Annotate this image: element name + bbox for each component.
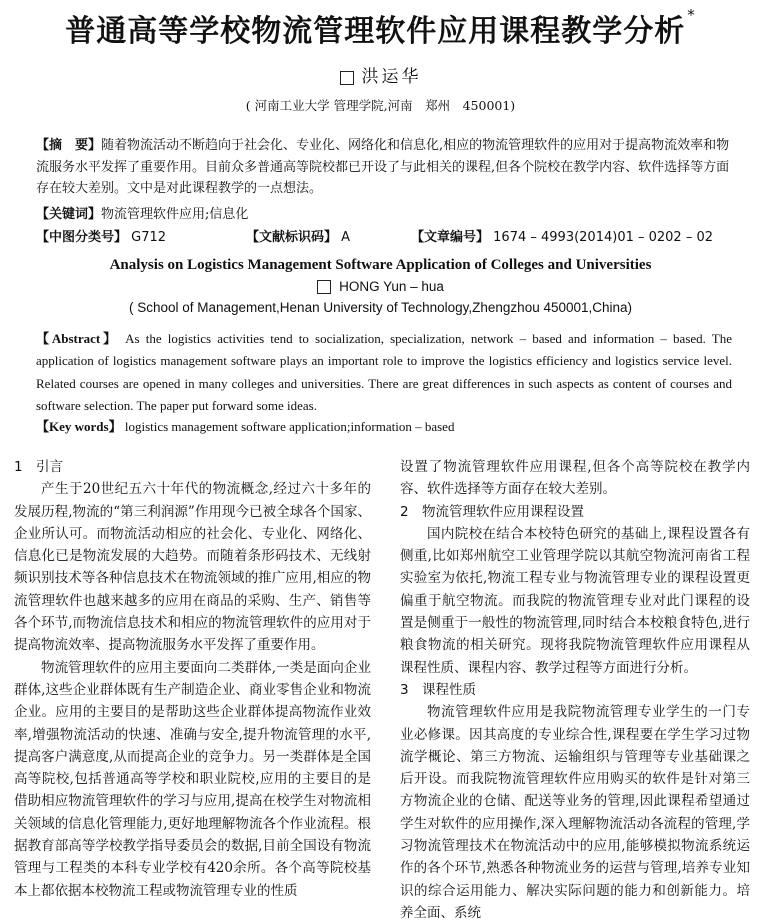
keywords-cn-text: 物流管理软件应用;信息化: [101, 207, 249, 222]
english-abstract-text: As the logistics activities tend to socialization, specialization, network – based and information – based. The application of logistics management software plays an important role to improve the logistics efficiency and logistics service level. Related courses are opened in many colleges and universities. There are great differences in such aspects as content of courses and software selection. The paper put forward some ideas.: [36, 331, 733, 414]
english-keywords-label: 【Key words】: [36, 419, 122, 434]
section1-paragraph-2: 物流管理软件的应用主要面向二类群体,一类是面向企业群体,这些企业群体既有生产制造企业、商业零售企业和物流企业。应用的主要目的是帮助这些企业群体提高物流作业效率,增强物流活动的快速、准确与安全,提升物流管理的水平,提高客户满意度,从而提高企业的竞争力。另一类群体是全国高等院校,包括普通高等学校和职业院校,应用的主要目的是借助相应物流管理软件的学习与应用,提高在校学生对物流相关领域的信息化管理能力,更好地理解物流各个作业流程。根据教育部高等学校教学指导委员会的数据,目前全国设有物流管理与工程类的本科专业学校有420余所。各个高等院校基本上都依据本校物流工程或物流管理专业的性质: [14, 659, 371, 899]
classification-row: [36, 226, 736, 247]
title-footnote-mark: *: [687, 6, 696, 24]
article-number: 【文章编号】 1674 – 4993(2014)01 – 0202 – 02: [411, 230, 714, 245]
section1-paragraph-1: 产生于20世纪五六十年代的物流概念,经过六十多年的发展历程,物流的“第三利润源”作用现今已被全球各个国家、企业所认可。而物流活动相应的社会化、专业化、网络化、信息化已是物流发展的大趋势。而随着条形码技术、无线射频识别技术等各种信息技术在物流领域的推广应用,相应的物流管理软件也越来越多的应用在商品的采购、生产、销售等各个环节,而物流信息技术和相应的物流管理软件的应用对于提高物流效率、提高物流服务水平发挥了重要作用。: [14, 481, 371, 654]
keywords-cn: [36, 204, 736, 226]
abstract-cn-text: 随着物流活动不断趋向于社会化、专业化、网络化和信息化,相应的物流管理软件的应用对于提高物流效率和物流服务水平发挥了重要作用。目前众多普通高等院校都已开设了与此相关的课程,但各个院校在教学内容、软件选择等方面存在较大差别。文中是对此课程教学的一点想法。: [36, 138, 730, 196]
paper-title: 普通高等学校物流管理软件应用课程教学分析 *: [65, 6, 696, 49]
english-author-box-icon: [317, 280, 331, 294]
document-code: 【文献标识码】 A: [246, 230, 351, 245]
author-box-icon: [340, 71, 354, 85]
section-heading-1: 1 引言: [14, 459, 63, 475]
section3-paragraph: 物流管理软件应用是我院物流管理专业学生的一门专业必修课。因其高度的专业综合性,课程要在学生学习过物流学概论、第三方物流、运输组织与管理等专业基础课之后开设。而我院物流管理软件应用购买的软件是针对第三方物流企业的仓储、配送等业务的管理,因此课程希望通过学生对软件的应用操作,深入理解物流活动各流程的管理,学习物流管理技术在物流活动中的应用,能够模拟物流系统运作的各个环节,熟悉各种物流业务的运营与管理,培养专业知识的综合运用能力、解决实际问题的能力和创新能力。培养全面、系统: [400, 704, 750, 921]
english-author: HONG Yun – hua: [0, 279, 761, 294]
abstract-cn: [36, 135, 736, 200]
keywords-cn-label: 【关键词】: [36, 207, 102, 222]
section-heading-3: 3 课程性质: [400, 681, 476, 698]
english-affiliation: ( School of Management,Henan University of Technology,Zhengzhou 450001,China): [128, 300, 633, 315]
right-continuation: 设置了物流管理软件应用课程,但各个高等院校在教学内容、软件选择等方面存在较大差别。: [400, 459, 750, 498]
clc-number: 【中图分类号】 G712: [36, 230, 167, 245]
left-column: [14, 456, 371, 902]
english-keywords: [36, 416, 732, 438]
english-abstract: [36, 328, 732, 418]
section2-paragraph: 国内院校在结合本校特色研究的基础上,课程设置各有侧重,比如郑州航空工业管理学院以其航空物流河南省工程实验室为依托,物流工程专业与物流管理专业的课程设置更偏重于航空物流。而我院的物流管理专业对此门课程的设置是侧重于一般性的物流管理,同时结合本校粮食特色,进行粮食物流的相关研究。现将我院物流管理软件应用课程从课程性质、课程内容、教学过程等方面进行分析。: [400, 525, 750, 676]
author-name-cn: 洪运华: [0, 62, 761, 87]
affiliation-cn: ( 河南工业大学 管理学院,河南 郑州 450001): [245, 98, 516, 113]
right-column: [400, 456, 750, 924]
section-heading-2: 2 物流管理软件应用课程设置: [400, 503, 584, 520]
english-keywords-text: logistics management software application;information – based: [124, 419, 455, 434]
english-title: Analysis on Logistics Management Software Application of Colleges and Universities: [109, 257, 652, 273]
english-abstract-label: 【Abstract】: [36, 331, 120, 346]
abstract-cn-label: 【摘 要】: [36, 138, 102, 153]
